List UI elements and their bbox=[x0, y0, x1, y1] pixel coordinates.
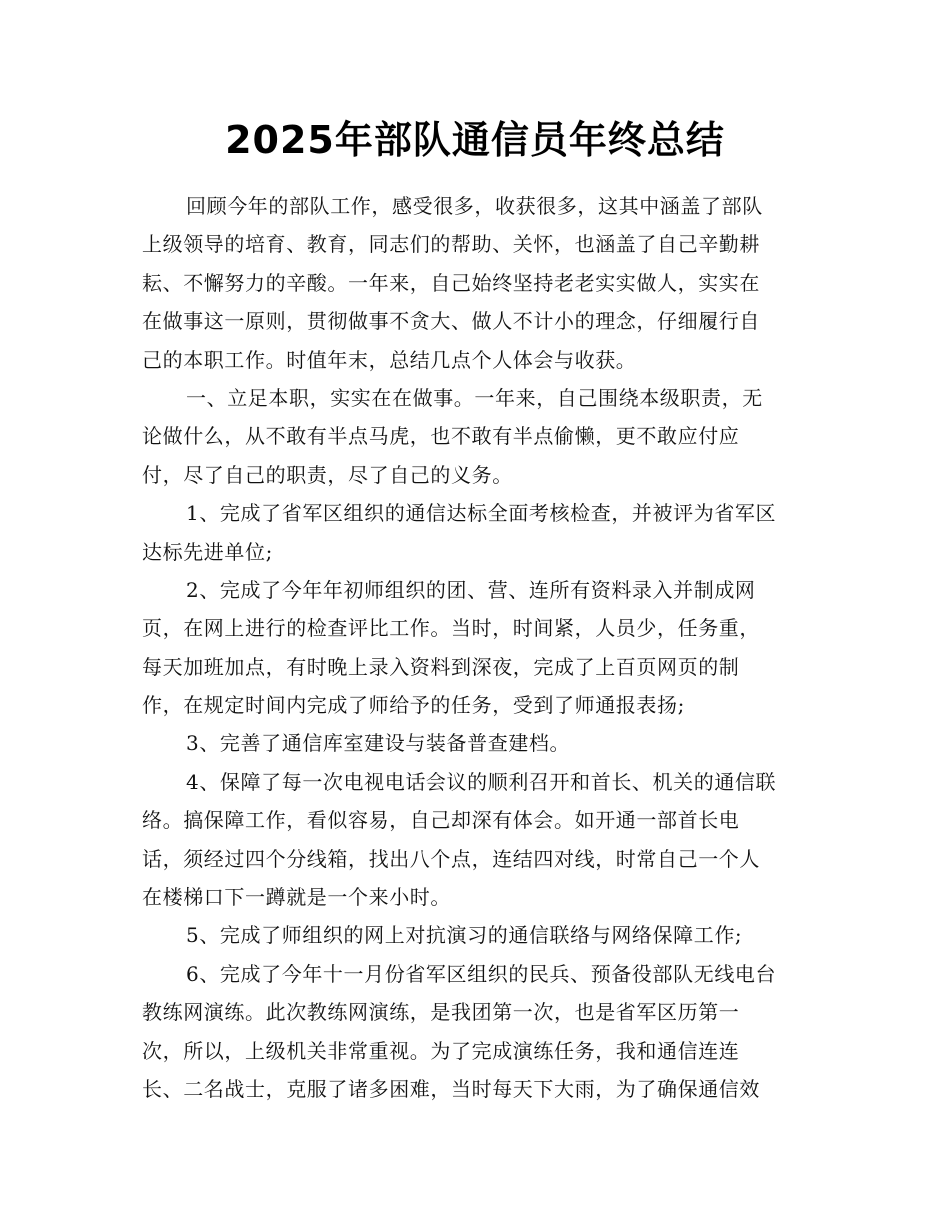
text-line: 教练网演练。此次教练网演练，是我团第一次，也是省军区历第一 bbox=[142, 1000, 740, 1025]
text-line: 5、完成了师组织的网上对抗演习的通信联络与网络保障工作; bbox=[186, 923, 743, 948]
text-line: 1、完成了省军区组织的通信达标全面考核检查，并被评为省军区 bbox=[186, 501, 777, 526]
text-line: 付，尽了自己的职责，尽了自己的义务。 bbox=[142, 462, 513, 487]
document-title: 2025年部队通信员年终总结 bbox=[225, 118, 725, 162]
text-line: 页，在网上进行的检查评比工作。当时，时间紧，人员少，任务重， bbox=[142, 616, 760, 641]
text-line: 络。搞保障工作，看似容易，自己却深有体会。如开通一部首长电 bbox=[142, 808, 740, 833]
text-line: 次，所以，上级机关非常重视。为了完成演练任务，我和通信连连 bbox=[142, 1038, 740, 1063]
text-line: 2、完成了今年年初师组织的团、营、连所有资料录入并制成网 bbox=[186, 577, 756, 602]
text-line: 4、保障了每一次电视电话会议的顺利召开和首长、机关的通信联 bbox=[186, 769, 777, 794]
text-line: 在楼梯口下一蹲就是一个来小时。 bbox=[142, 885, 451, 910]
text-line: 回顾今年的部队工作，感受很多，收获很多，这其中涵盖了部队 bbox=[186, 194, 763, 218]
text-line: 6、完成了今年十一月份省军区组织的民兵、预备役部队无线电台 bbox=[186, 961, 777, 986]
text-line: 在做事这一原则，贯彻做事不贪大、做人不计小的理念，仔细履行自 bbox=[142, 309, 760, 334]
text-line: 达标先进单位; bbox=[142, 539, 273, 564]
text-line: 上级领导的培育、教育，同志们的帮助、关怀，也涵盖了自己辛勤耕 bbox=[142, 232, 760, 257]
text-line: 话，须经过四个分线箱，找出八个点，连结四对线，时常自己一个人 bbox=[142, 846, 760, 871]
text-line: 每天加班加点，有时晚上录入资料到深夜，完成了上百页网页的制 bbox=[142, 654, 740, 679]
document-body bbox=[142, 187, 810, 1108]
text-line: 论做什么，从不敢有半点马虎，也不敢有半点偷懒，更不敢应付应 bbox=[142, 424, 740, 449]
text-line: 作，在规定时间内完成了师给予的任务，受到了师通报表扬; bbox=[142, 693, 685, 718]
text-line: 3、完善了通信库室建设与装备普查建档。 bbox=[186, 731, 571, 756]
text-line: 一、立足本职，实实在在做事。一年来，自己围绕本级职责，无 bbox=[186, 385, 763, 410]
text-line: 己的本职工作。时值年末，总结几点个人体会与收获。 bbox=[142, 347, 637, 372]
text-line: 长、二名战士，克服了诸多困难，当时每天下大雨，为了确保通信效 bbox=[142, 1076, 760, 1101]
text-line: 耘、不懈努力的辛酸。一年来，自己始终坚持老老实实做人，实实在 bbox=[142, 270, 760, 295]
